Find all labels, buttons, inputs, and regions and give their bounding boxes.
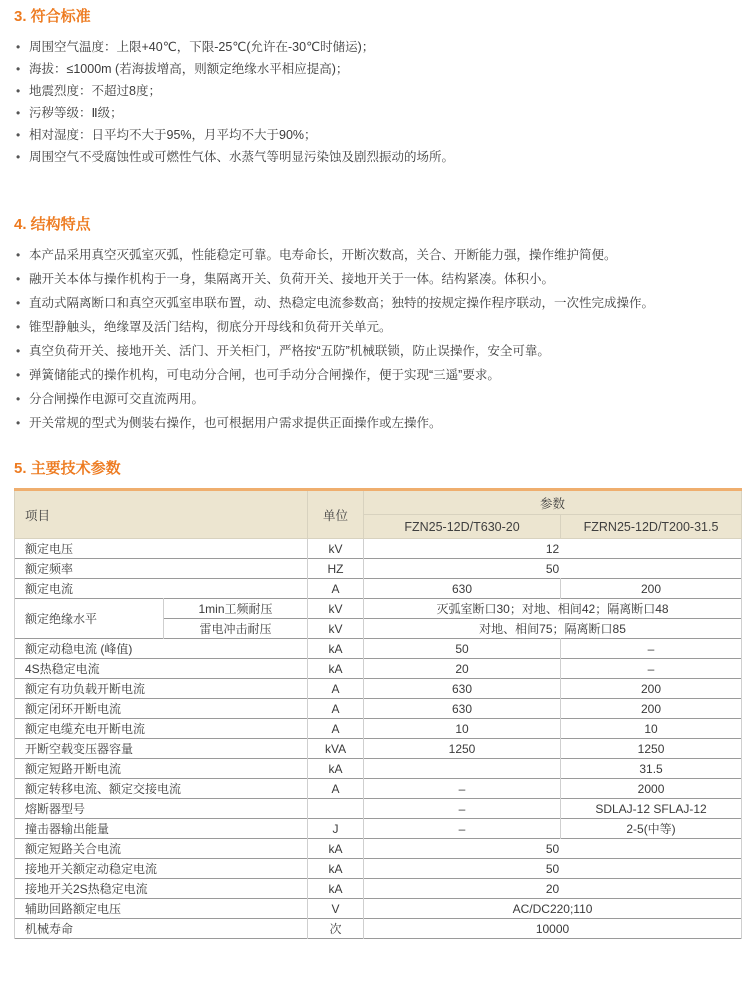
cell-item: 熔断器型号 bbox=[15, 799, 308, 819]
bullet-item: • 周围空气温度：上限+40℃，下限-25℃(允许在-30℃时储运)； bbox=[16, 40, 741, 54]
params-table-head bbox=[15, 490, 742, 539]
col-header-unit: 单位 bbox=[308, 490, 364, 539]
cell-value: 20 bbox=[364, 659, 561, 679]
cell-unit: A bbox=[308, 699, 364, 719]
cell-value: – bbox=[364, 819, 561, 839]
section-title-parameters: 5. 主要技术参数 bbox=[14, 460, 121, 477]
cell-value: 200 bbox=[561, 679, 742, 699]
table-row bbox=[15, 799, 742, 819]
cell-unit: 次 bbox=[308, 919, 364, 939]
cell-value: AC/DC220;110 bbox=[364, 899, 742, 919]
bullet-item: • 海拔：≤1000m (若海拔增高，则额定绝缘水平相应提高)； bbox=[16, 62, 741, 76]
cell-value: 50 bbox=[364, 559, 742, 579]
cell-unit: kA bbox=[308, 839, 364, 859]
cell-value: – bbox=[364, 799, 561, 819]
cell-item: 接地开关2S热稳定电流 bbox=[15, 879, 308, 899]
cell-value: 630 bbox=[364, 579, 561, 599]
table-row bbox=[15, 639, 742, 659]
bullet-item: • 开关常规的型式为侧装右操作，也可根据用户需求提供正面操作或左操作。 bbox=[16, 416, 741, 430]
bullet-item: • 周围空气不受腐蚀性或可燃性气体、水蒸气等明显污染蚀及剧烈振动的场所。 bbox=[16, 150, 741, 164]
cell-item: 额定有功负载开断电流 bbox=[15, 679, 308, 699]
section-standards bbox=[14, 8, 741, 164]
cell-value: 200 bbox=[561, 699, 742, 719]
cell-value: 10 bbox=[561, 719, 742, 739]
cell-item: 额定电缆充电开断电流 bbox=[15, 719, 308, 739]
bullet-item: • 融开关本体与操作机构于一身，集隔离开关、负荷开关、接地开关于一体。结构紧凑。体积小。 bbox=[16, 272, 741, 286]
table-row bbox=[15, 539, 742, 559]
cell-value: SDLAJ-12 SFLAJ-12 bbox=[561, 799, 742, 819]
cell-item: 额定短路开断电流 bbox=[15, 759, 308, 779]
cell-value: – bbox=[561, 639, 742, 659]
table-row bbox=[15, 599, 742, 619]
cell-unit: A bbox=[308, 719, 364, 739]
section-title-features: 4. 结构特点 bbox=[14, 216, 91, 233]
cell-unit: HZ bbox=[308, 559, 364, 579]
params-table bbox=[14, 488, 742, 939]
cell-unit: kA bbox=[308, 859, 364, 879]
cell-unit: kA bbox=[308, 639, 364, 659]
table-row bbox=[15, 859, 742, 879]
table-row bbox=[15, 559, 742, 579]
bullet-list-standards bbox=[14, 40, 741, 164]
cell-unit: kV bbox=[308, 599, 364, 619]
cell-subitem: 雷电冲击耐压 bbox=[164, 619, 308, 639]
cell-item: 机械寿命 bbox=[15, 919, 308, 939]
cell-value: 20 bbox=[364, 879, 742, 899]
cell-value: 2-5(中等) bbox=[561, 819, 742, 839]
col-header-params: 参数 bbox=[364, 490, 742, 515]
cell-unit bbox=[308, 799, 364, 819]
section-features bbox=[14, 216, 741, 430]
cell-unit: kVA bbox=[308, 739, 364, 759]
cell-value: 630 bbox=[364, 699, 561, 719]
table-row bbox=[15, 659, 742, 679]
cell-value: 630 bbox=[364, 679, 561, 699]
section-title-standards: 3. 符合标准 bbox=[14, 8, 91, 25]
cell-unit: kA bbox=[308, 659, 364, 679]
table-row bbox=[15, 759, 742, 779]
cell-value bbox=[364, 759, 561, 779]
cell-value: 50 bbox=[364, 839, 742, 859]
cell-subitem: 1min工频耐压 bbox=[164, 599, 308, 619]
cell-value: 50 bbox=[364, 639, 561, 659]
table-row bbox=[15, 679, 742, 699]
bullet-item: • 真空负荷开关、接地开关、活门、开关柜门，严格按“五防”机械联锁，防止误操作，安全可靠。 bbox=[16, 344, 741, 358]
cell-unit: V bbox=[308, 899, 364, 919]
cell-item: 额定绝缘水平 bbox=[15, 599, 164, 639]
cell-value: – bbox=[561, 659, 742, 679]
cell-item: 额定频率 bbox=[15, 559, 308, 579]
table-row bbox=[15, 819, 742, 839]
cell-unit: kV bbox=[308, 619, 364, 639]
cell-value: 1250 bbox=[561, 739, 742, 759]
cell-value: 31.5 bbox=[561, 759, 742, 779]
cell-item: 额定电流 bbox=[15, 579, 308, 599]
cell-value: 2000 bbox=[561, 779, 742, 799]
bullet-item: • 地震烈度：不超过8度； bbox=[16, 84, 741, 98]
params-table-body bbox=[15, 539, 742, 939]
table-row bbox=[15, 719, 742, 739]
table-row bbox=[15, 779, 742, 799]
bullet-item: • 直动式隔离断口和真空灭弧室串联布置，动、热稳定电流参数高；独特的按规定操作程序联动，一次性完成操作。 bbox=[16, 296, 741, 310]
cell-value: 1250 bbox=[364, 739, 561, 759]
cell-unit: kA bbox=[308, 759, 364, 779]
table-row bbox=[15, 579, 742, 599]
col-header-model-1: FZN25-12D/T630-20 bbox=[364, 515, 561, 539]
cell-item: 接地开关额定动稳定电流 bbox=[15, 859, 308, 879]
col-header-model-2: FZRN25-12D/T200-31.5 bbox=[561, 515, 742, 539]
cell-value: 10000 bbox=[364, 919, 742, 939]
bullet-item: • 弹簧储能式的操作机构，可电动分合闸，也可手动分合闸操作，便于实现“三遥”要求。 bbox=[16, 368, 741, 382]
cell-value: 10 bbox=[364, 719, 561, 739]
cell-item: 额定转移电流、额定交接电流 bbox=[15, 779, 308, 799]
cell-value: 灭弧室断口30；对地、相间42；隔离断口48 bbox=[364, 599, 742, 619]
cell-item: 额定电压 bbox=[15, 539, 308, 559]
table-row bbox=[15, 739, 742, 759]
cell-value: – bbox=[364, 779, 561, 799]
cell-item: 额定动稳电流 (峰值) bbox=[15, 639, 308, 659]
header-row-1 bbox=[15, 490, 742, 515]
section-parameters bbox=[14, 460, 741, 939]
cell-unit: A bbox=[308, 679, 364, 699]
cell-unit: kV bbox=[308, 539, 364, 559]
bullet-list-features bbox=[14, 248, 741, 430]
table-row bbox=[15, 879, 742, 899]
cell-item: 额定闭环开断电流 bbox=[15, 699, 308, 719]
cell-value: 200 bbox=[561, 579, 742, 599]
cell-unit: kA bbox=[308, 879, 364, 899]
bullet-item: • 相对湿度：日平均不大于95%，月平均不大于90%； bbox=[16, 128, 741, 142]
table-row bbox=[15, 899, 742, 919]
bullet-item: • 本产品采用真空灭弧室灭弧，性能稳定可靠。电寿命长，开断次数高，关合、开断能力强，操作维护简便。 bbox=[16, 248, 741, 262]
bullet-item: • 污秽等级：Ⅱ级； bbox=[16, 106, 741, 120]
cell-item: 辅助回路额定电压 bbox=[15, 899, 308, 919]
table-row bbox=[15, 919, 742, 939]
cell-value: 12 bbox=[364, 539, 742, 559]
bullet-item: • 分合闸操作电源可交直流两用。 bbox=[16, 392, 741, 406]
cell-item: 开断空载变压器容量 bbox=[15, 739, 308, 759]
cell-value: 50 bbox=[364, 859, 742, 879]
table-row bbox=[15, 839, 742, 859]
cell-unit: J bbox=[308, 819, 364, 839]
bullet-item: • 锥型静触头，绝缘罩及活门结构，彻底分开母线和负荷开关单元。 bbox=[16, 320, 741, 334]
cell-unit: A bbox=[308, 779, 364, 799]
col-header-item: 项目 bbox=[15, 490, 308, 539]
table-row bbox=[15, 699, 742, 719]
cell-item: 撞击器输出能量 bbox=[15, 819, 308, 839]
cell-unit: A bbox=[308, 579, 364, 599]
cell-item: 额定短路关合电流 bbox=[15, 839, 308, 859]
cell-value: 对地、相间75；隔离断口85 bbox=[364, 619, 742, 639]
cell-item: 4S热稳定电流 bbox=[15, 659, 308, 679]
